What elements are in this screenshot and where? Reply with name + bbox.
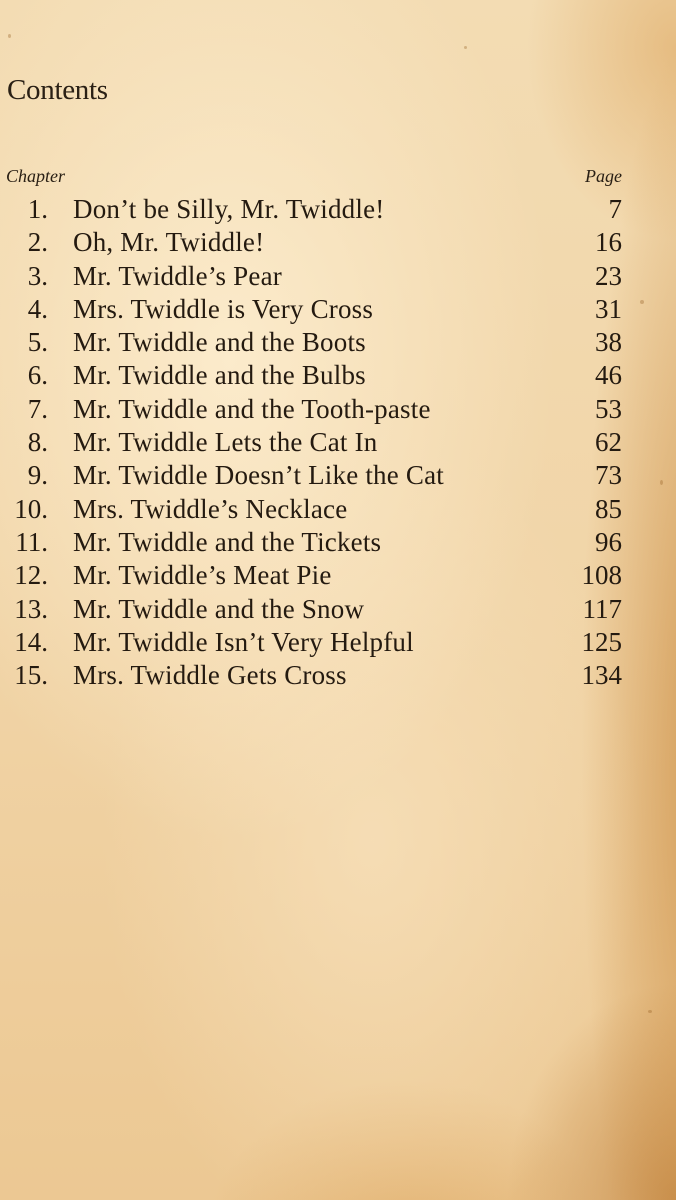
chapter-number: 8. xyxy=(27,427,48,458)
chapter-number: 5. xyxy=(27,327,48,358)
chapter-number: 10. xyxy=(14,493,48,524)
page-number: 38 xyxy=(595,327,622,358)
page-number: 125 xyxy=(581,626,622,657)
page-number: 108 xyxy=(581,560,622,591)
page-number: 53 xyxy=(595,393,622,424)
contents-entry xyxy=(0,260,676,293)
contents-entry xyxy=(0,426,676,459)
chapter-number: 12. xyxy=(14,560,48,591)
contents-entry xyxy=(0,193,676,226)
chapter-title: Mrs. Twiddle is Very Cross xyxy=(73,293,374,324)
contents-entry xyxy=(0,493,676,526)
chapter-column-label: Chapter xyxy=(6,166,66,186)
chapter-title: Mr. Twiddle and the Boots xyxy=(73,327,366,358)
paper-spot xyxy=(648,1010,652,1013)
chapter-title: Mr. Twiddle’s Meat Pie xyxy=(73,560,332,591)
paper-spot xyxy=(464,46,467,49)
contents-entry xyxy=(0,593,676,626)
page-number: 85 xyxy=(595,493,622,524)
chapter-title: Don’t be Silly, Mr. Twiddle! xyxy=(73,194,385,224)
contents-entry xyxy=(0,326,676,359)
chapter-title: Mr. Twiddle and the Bulbs xyxy=(73,360,366,391)
chapter-title: Mr. Twiddle’s Pear xyxy=(73,260,282,291)
contents-entry xyxy=(0,526,676,559)
chapter-number: 15. xyxy=(14,660,48,691)
page-number: 23 xyxy=(595,260,622,291)
contents-entry xyxy=(0,659,676,692)
chapter-number: 4. xyxy=(27,293,48,324)
contents-entry xyxy=(0,459,676,492)
chapter-number: 11. xyxy=(15,526,48,557)
page-number: 96 xyxy=(595,526,622,557)
chapter-title: Mr. Twiddle and the Tickets xyxy=(73,526,382,557)
page-number: 117 xyxy=(582,593,622,624)
contents-entry xyxy=(0,393,676,426)
chapter-number: 3. xyxy=(27,260,48,291)
page-number: 46 xyxy=(595,360,622,391)
contents-entry xyxy=(0,359,676,392)
chapter-number: 6. xyxy=(27,360,48,391)
page-column-label: Page xyxy=(585,166,622,186)
contents-heading: Contents xyxy=(7,74,108,106)
contents-entry xyxy=(0,626,676,659)
chapter-title: Mr. Twiddle Doesn’t Like the Cat xyxy=(73,460,444,491)
page-number: 62 xyxy=(595,427,622,458)
chapter-title: Oh, Mr. Twiddle! xyxy=(73,227,265,258)
page-number: 31 xyxy=(595,293,622,324)
chapter-title: Mrs. Twiddle Gets Cross xyxy=(73,660,347,691)
chapter-title: Mr. Twiddle Isn’t Very Helpful xyxy=(73,626,414,657)
page-number: 73 xyxy=(595,460,622,491)
chapter-title: Mrs. Twiddle’s Necklace xyxy=(73,493,348,524)
contents-entry xyxy=(0,293,676,326)
chapter-number: 14. xyxy=(14,626,48,657)
page-number: 7 xyxy=(608,194,622,224)
contents-entry xyxy=(0,559,676,592)
chapter-title: Mr. Twiddle Lets the Cat In xyxy=(73,427,378,458)
contents-entry xyxy=(0,226,676,259)
chapter-number: 1. xyxy=(27,194,48,224)
chapter-number: 2. xyxy=(27,227,48,258)
chapter-title: Mr. Twiddle and the Snow xyxy=(73,593,365,624)
chapter-number: 13. xyxy=(14,593,48,624)
page-number: 16 xyxy=(595,227,622,258)
chapter-number: 9. xyxy=(27,460,48,491)
contents-list xyxy=(0,193,676,692)
chapter-title: Mr. Twiddle and the Tooth-paste xyxy=(73,393,431,424)
chapter-number: 7. xyxy=(27,393,48,424)
page-number: 134 xyxy=(581,660,622,691)
paper-spot xyxy=(8,34,11,38)
